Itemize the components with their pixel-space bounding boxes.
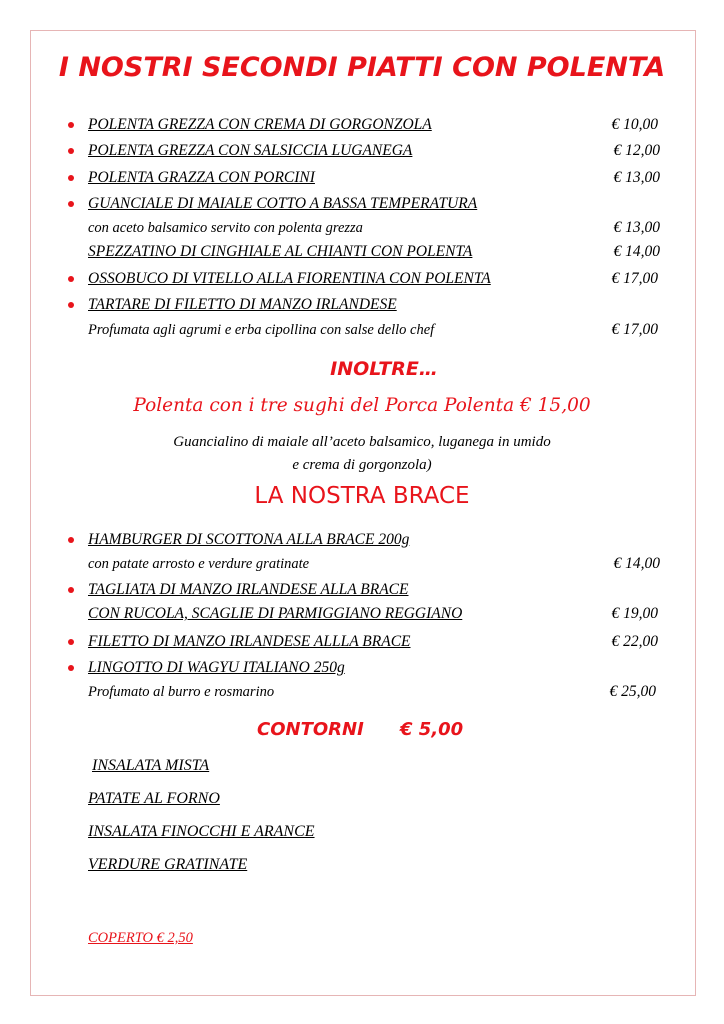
dish-price: € 22,00 [611,633,658,650]
dish-description: Profumato al burro e rosmarino [88,684,275,700]
dish-price: € 19,00 [611,605,658,622]
dish-description: Profumata agli agrumi e erba cipollina con salse dello chef [88,322,435,338]
dish-description: con patate arrosto e verdure gratinate [88,556,310,572]
dish-description: CON RUCOLA, SCAGLIE DI PARMIGGIANO REGGIANO [88,605,463,622]
dish-description: con aceto balsamico servito con polenta grezza [88,220,363,236]
dish-name: HAMBURGER DI SCOTTONA ALLA BRACE 200g [88,531,410,548]
bullet [68,175,74,181]
dish-price: € 14,00 [613,555,660,572]
dish-name: TARTARE DI FILETTO DI MANZO IRLANDESE [88,296,397,313]
dish-name: POLENTA GREZZA CON SALSICCIA LUGANEGA [88,142,413,159]
dish-name: FILETTO DI MANZO IRLANDESE ALLLA BRACE [88,633,411,650]
dish-price: € 17,00 [611,270,658,287]
dish-price: € 10,00 [611,116,658,133]
section-title-brace: LA NOSTRA BRACE [254,483,470,509]
bullet [68,201,74,207]
dish-name: SPEZZATINO DI CINGHIALE AL CHIANTI CON POLENTA [88,243,473,260]
side-dish: VERDURE GRATINATE [88,856,248,873]
bullet [68,276,74,282]
section-title-polenta: I NOSTRI SECONDI PIATTI CON POLENTA [58,52,666,83]
bullet [68,639,74,645]
bullet [68,587,74,593]
dish-name: POLENTA GREZZA CON CREMA DI GORGONZOLA [88,116,432,133]
bullet [68,122,74,128]
bullet [68,148,74,154]
dish-price: € 14,00 [613,243,660,260]
dish-price: € 12,00 [613,142,660,159]
bullet [68,537,74,543]
section-title-inoltre: INOLTRE… [330,358,438,380]
bullet [68,665,74,671]
dish-name: LINGOTTO DI WAGYU ITALIANO 250g [88,659,345,676]
special-offer: Polenta con i tre sughi del Porca Polenta € 15,00 [133,395,591,416]
side-dish: PATATE AL FORNO [88,790,220,807]
special-note-line2: e crema di gorgonzola) [292,457,432,473]
contorni-price: € 5,00 [400,719,464,740]
special-note-line1: Guancialino di maiale all’aceto balsamico, luganega in umido [173,434,551,450]
dish-name: GUANCIALE DI MAIALE COTTO A BASSA TEMPERATURA [88,195,478,212]
dish-name: TAGLIATA DI MANZO IRLANDESE ALLA BRACE [88,581,409,598]
dish-price: € 17,00 [611,321,658,338]
dish-name: POLENTA GRAZZA CON PORCINI [88,169,315,186]
side-dish: INSALATA MISTA [92,757,210,774]
side-dish: INSALATA FINOCCHI E ARANCE [88,823,315,840]
dish-name: OSSOBUCO DI VITELLO ALLA FIORENTINA CON POLENTA [88,270,491,287]
cover-charge: COPERTO € 2,50 [88,930,193,946]
dish-price: € 25,00 [609,683,656,700]
bullet [68,302,74,308]
dish-price: € 13,00 [613,219,660,236]
section-title-contorni: CONTORNI [257,719,364,740]
dish-price: € 13,00 [613,169,660,186]
